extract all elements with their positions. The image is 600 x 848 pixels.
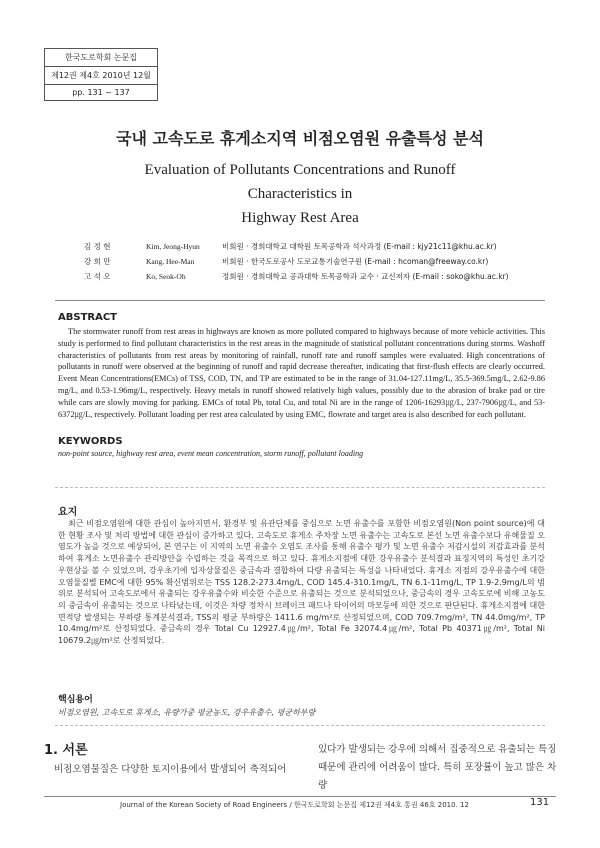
author-name-kr: 고 석 오 — [84, 272, 111, 281]
author-list — [84, 239, 554, 284]
kw-kr-text: 비점오염원, 고속도로 휴게소, 유량가중 평균농도, 강우유출수, 평균하부량 — [58, 708, 316, 717]
yoji-text: 최근 비점오염원에 대한 관심이 높아지면서, 환경부 및 유관단체를 중심으로 노면 유출수를 포함한 비점오염원(Non point source)에 대한 현황 조사 및 처리 방법에 대한 관심이 증가하고 있다. 고속도로 휴게소 주차장 노면 유출수는 고속도로 본선 노면 유출수보다 유해물질 오염도가 높을 것으로 예상되어, 본 연구는 이 지역의 노면 유출수 오염도 조사를 통해 유출수 평가 및 노면 유출수 저감시설의 저감효과를 분석하여 휴게소 노면유출수 관리방안을 수립하는 것을 목적으로 하고 있다. 휴게소지점에 대한 강우유출수 분석결과 표징지역의 특성인 초기강우현상을 볼 수 있었으며, 강우초기에 입자상물질은 중금속과 결합하여 다량 유출되는 특성을 나타내었다. 휴게소 지점의 강우유출수에 대한 오염물질별 EMC에 대한 95% 확신범위로는 TSS 128.2-273.4mg/L, COD 145.4-310.1mg/L, TN 6.1-11mg/L, TP 1.9-2.9mg/L의 범위로 분석되어 고속도로에서 유출되는 강우유출수와 비슷한 수준으로 유출되는 것으로 분석되었으나, 중금속의 경우 고속도로에 비해 고농도의 중금속이 유출되는 것으로 나타났는데, 이것은 차량 정차시 브레이크 패드나 타이어의 마모등에 의한 것으로 판단된다. 휴게소지점에 대한 면적당 발생되는 부하량 통계분석결과, TSS의 평균 부하량은 1411.6 mg/m²로 산정되었으며, COD 709.7mg/m², TN 44.0mg/m², TP 10.4mg/m²로 산정되었다. 중금속의 경우 Total Cu 12927.4㎍/m², Total Fe 32074.4㎍/m², Total Pb 40371㎍/m², Total Ni 10679.2㎍/m²로 산정되었다. — [58, 519, 545, 646]
author-name-en: Ko, Seok-Oh — [146, 272, 186, 281]
divider — [55, 487, 545, 488]
author-name-en: Kang, Hee-Man — [146, 257, 195, 266]
author-row — [84, 254, 554, 269]
author-row — [84, 269, 554, 284]
footer-text: Journal of the Korean Society of Road Engineers / 한국도로학회 논문집 제12권 제4호 통권 46호 2010. 12 — [120, 801, 469, 809]
author-row — [84, 239, 554, 254]
author-name-kr: 김 정 현 — [84, 242, 111, 251]
journal-pages: pp. 131 ~ 137 — [72, 88, 130, 97]
divider — [55, 300, 545, 301]
title-english — [100, 158, 500, 230]
author-name-en: Kim, Jeong-Hyun — [146, 242, 200, 251]
title-english-line1: Evaluation of Pollutants Concentrations and Runoff Characteristics in — [144, 162, 456, 202]
keywords-heading: KEYWORDS — [58, 436, 123, 447]
journal-volume: 제12권 제4호 2010년 12월 — [45, 67, 157, 85]
abstract-text: The stormwater runoff from rest areas in highways are known as more polluted compared to highways because of more vehicle activities. This study is performed to find pollutant characteristics in the rest areas in the magnitude of statistical pollutant concentrations during storms. Washoff characteristics of pollutants from rest areas by monitoring of rainfall, runoff rate and runoff samples were evaluated. High concentrations of pollutants in runoff were observed at the beginning of runoff and rapid decrease thereafter, indicating that first-flush effects are clearly occurred. Event Mean Concentrations(EMCs) of TSS, COD, TN, and TP are estimated to be in the range of 31.04-127.11mg/L, 35.5-369.5mg/L, 2.62-9.86 mg/L, and 0.53-1.96mg/L, respectively. Heavy metals in runoff showed relatively high values, possibly due to the abrasion of brake pad or tire while cars are slowly moving for parking. EMCs of total Pb, total Cu, and total Ni are in the range of 1206-16293㎍/L, 237-7906㎍/L, and 53-6372㎍/L, respectively. Pollutant loading per rest area calculated by using EMC, flowrate and target area is also described for each pollutant. — [58, 327, 545, 419]
journal-info-box — [44, 48, 158, 101]
title-english-line2: Highway Rest Area — [241, 210, 359, 226]
author-affiliation: 정회원 · 경희대학교 공과대학 토목공학과 교수 · 교신저자 (E-mail : soko@khu.ac.kr) — [222, 272, 509, 281]
page-number: 131 — [530, 797, 550, 808]
divider — [55, 725, 545, 726]
author-affiliation: 비회원 · 한국도로공사 도로교통기술연구원 (E-mail : hcoman@freeway.co.kr) — [222, 257, 489, 266]
author-name-kr: 강 희 만 — [84, 257, 111, 266]
intro-right-column: 있다가 발생되는 강우에 의해서 집중적으로 유출되는 특징 때문에 관리에 어려움이 많다. 특히 포장률이 높고 많은 차량 — [318, 744, 557, 791]
footer-divider — [44, 796, 556, 797]
intro-left-column: 비점오염물질은 다양한 토지이용에서 발생되어 축적되어 — [54, 764, 287, 775]
intro-heading: 1. 서론 — [44, 743, 88, 758]
author-affiliation: 비회원 · 경희대학교 대학원 토목공학과 석사과정 (E-mail : kjy21c11@khu.ac.kr) — [222, 242, 497, 251]
journal-name: 한국도로학회 논문집 — [45, 49, 157, 67]
keywords-text: non-point source, highway rest area, event mean concentration, storm runoff, pollutant loading — [58, 449, 364, 458]
kw-kr-heading: 핵심용어 — [58, 695, 93, 705]
title-korean: 국내 고속도로 휴게소지역 비점오염원 유출특성 분석 — [116, 129, 484, 148]
yoji-heading: 요지 — [58, 507, 78, 518]
abstract-heading: ABSTRACT — [58, 312, 117, 323]
